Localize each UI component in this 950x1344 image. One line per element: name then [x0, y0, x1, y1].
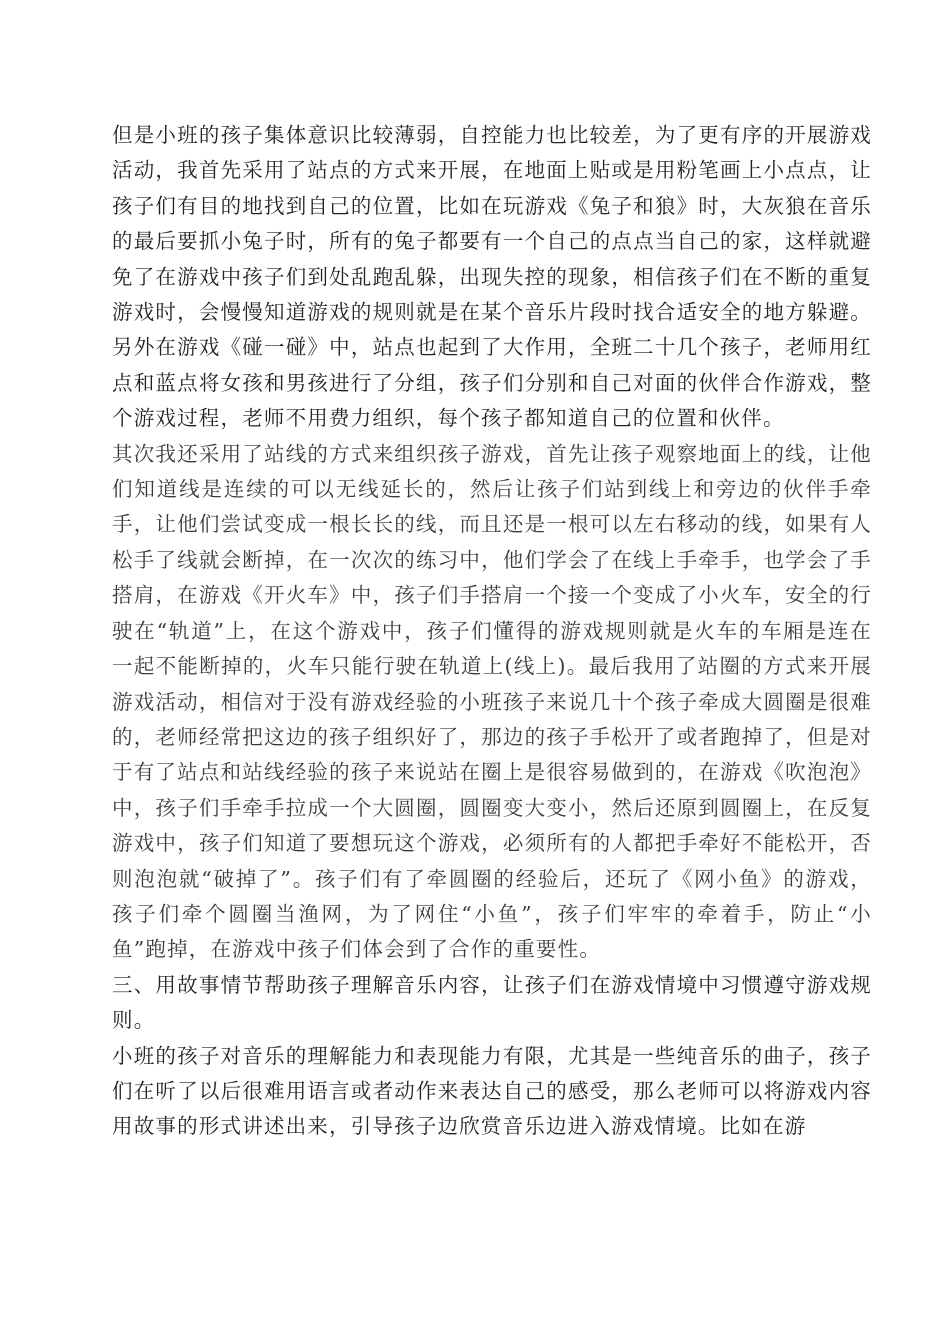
paragraph-station-points: 但是小班的孩子集体意识比较薄弱，自控能力也比较差，为了更有序的开展游戏活动，我首先采用了站点的方式来开展，在地面上贴或是用粉笔画上小点点，让孩子们有目的地找到自己的位置，比如在玩游戏《兔子和狼》时，大灰狼在音乐的最后要抓小兔子时，所有的兔子都要有一个自己的点点当自己的家，这样就避免了在游戏中孩子们到处乱跑乱躲，出现失控的现象，相信孩子们在不断的重复游戏时，会慢慢知道游戏的规则就是在某个音乐片段时找合适安全的地方躲避。另外在游戏《碰一碰》中，站点也起到了大作用，全班二十几个孩子，老师用红点和蓝点将女孩和男孩进行了分组，孩子们分别和自己对面的伙伴合作游戏，整个游戏过程，老师不用费力组织，每个孩子都知道自己的位置和伙伴。: [112, 123, 872, 431]
document-body: [112, 118, 872, 1145]
section-heading-three: 三、用故事情节帮助孩子理解音乐内容，让孩子们在游戏情境中习惯遵守游戏规则。: [112, 972, 872, 1033]
paragraph-station-lines-circles: 其次我还采用了站线的方式来组织孩子游戏，首先让孩子观察地面上的线，让他们知道线是连续的可以无线延长的，然后让孩子们站到线上和旁边的伙伴手牵手，让他们尝试变成一根长长的线，而且还是一根可以左右移动的线，如果有人松手了线就会断掉，在一次次的练习中，他们学会了在线上手牵手，也学会了手搭肩，在游戏《开火车》中，孩子们手搭肩一个接一个变成了小火车，安全的行驶在“轨道”上，在这个游戏中，孩子们懂得的游戏规则就是火车的车厢是连在一起不能断掉的，火车只能行驶在轨道上(线上)。最后我用了站圈的方式来开展游戏活动，相信对于没有游戏经验的小班孩子来说几十个孩子牵成大圆圈是很难的，老师经常把这边的孩子组织好了，那边的孩子手松开了或者跑掉了，但是对于有了站点和站线经验的孩子来说站在圈上是很容易做到的，在游戏《吹泡泡》中，孩子们手牵手拉成一个大圆圈，圆圈变大变小，然后还原到圆圈上，在反复游戏中，孩子们知道了要想玩这个游戏，必须所有的人都把手牵好不能松开，否则泡泡就“破掉了”。孩子们有了牵圆圈的经验后，还玩了《网小鱼》的游戏，孩子们牵个圆圈当渔网，为了网住“小鱼”，孩子们牢牢的牵着手，防止“小鱼”跑掉，在游戏中孩子们体会到了合作的重要性。: [112, 441, 872, 962]
paragraph-story-plot: 小班的孩子对音乐的理解能力和表现能力有限，尤其是一些纯音乐的曲子，孩子们在听了以后很难用语言或者动作来表达自己的感受，那么老师可以将游戏内容用故事的形式讲述出来，引导孩子边欣赏音乐边进入游戏情境。比如在游: [112, 1043, 872, 1139]
